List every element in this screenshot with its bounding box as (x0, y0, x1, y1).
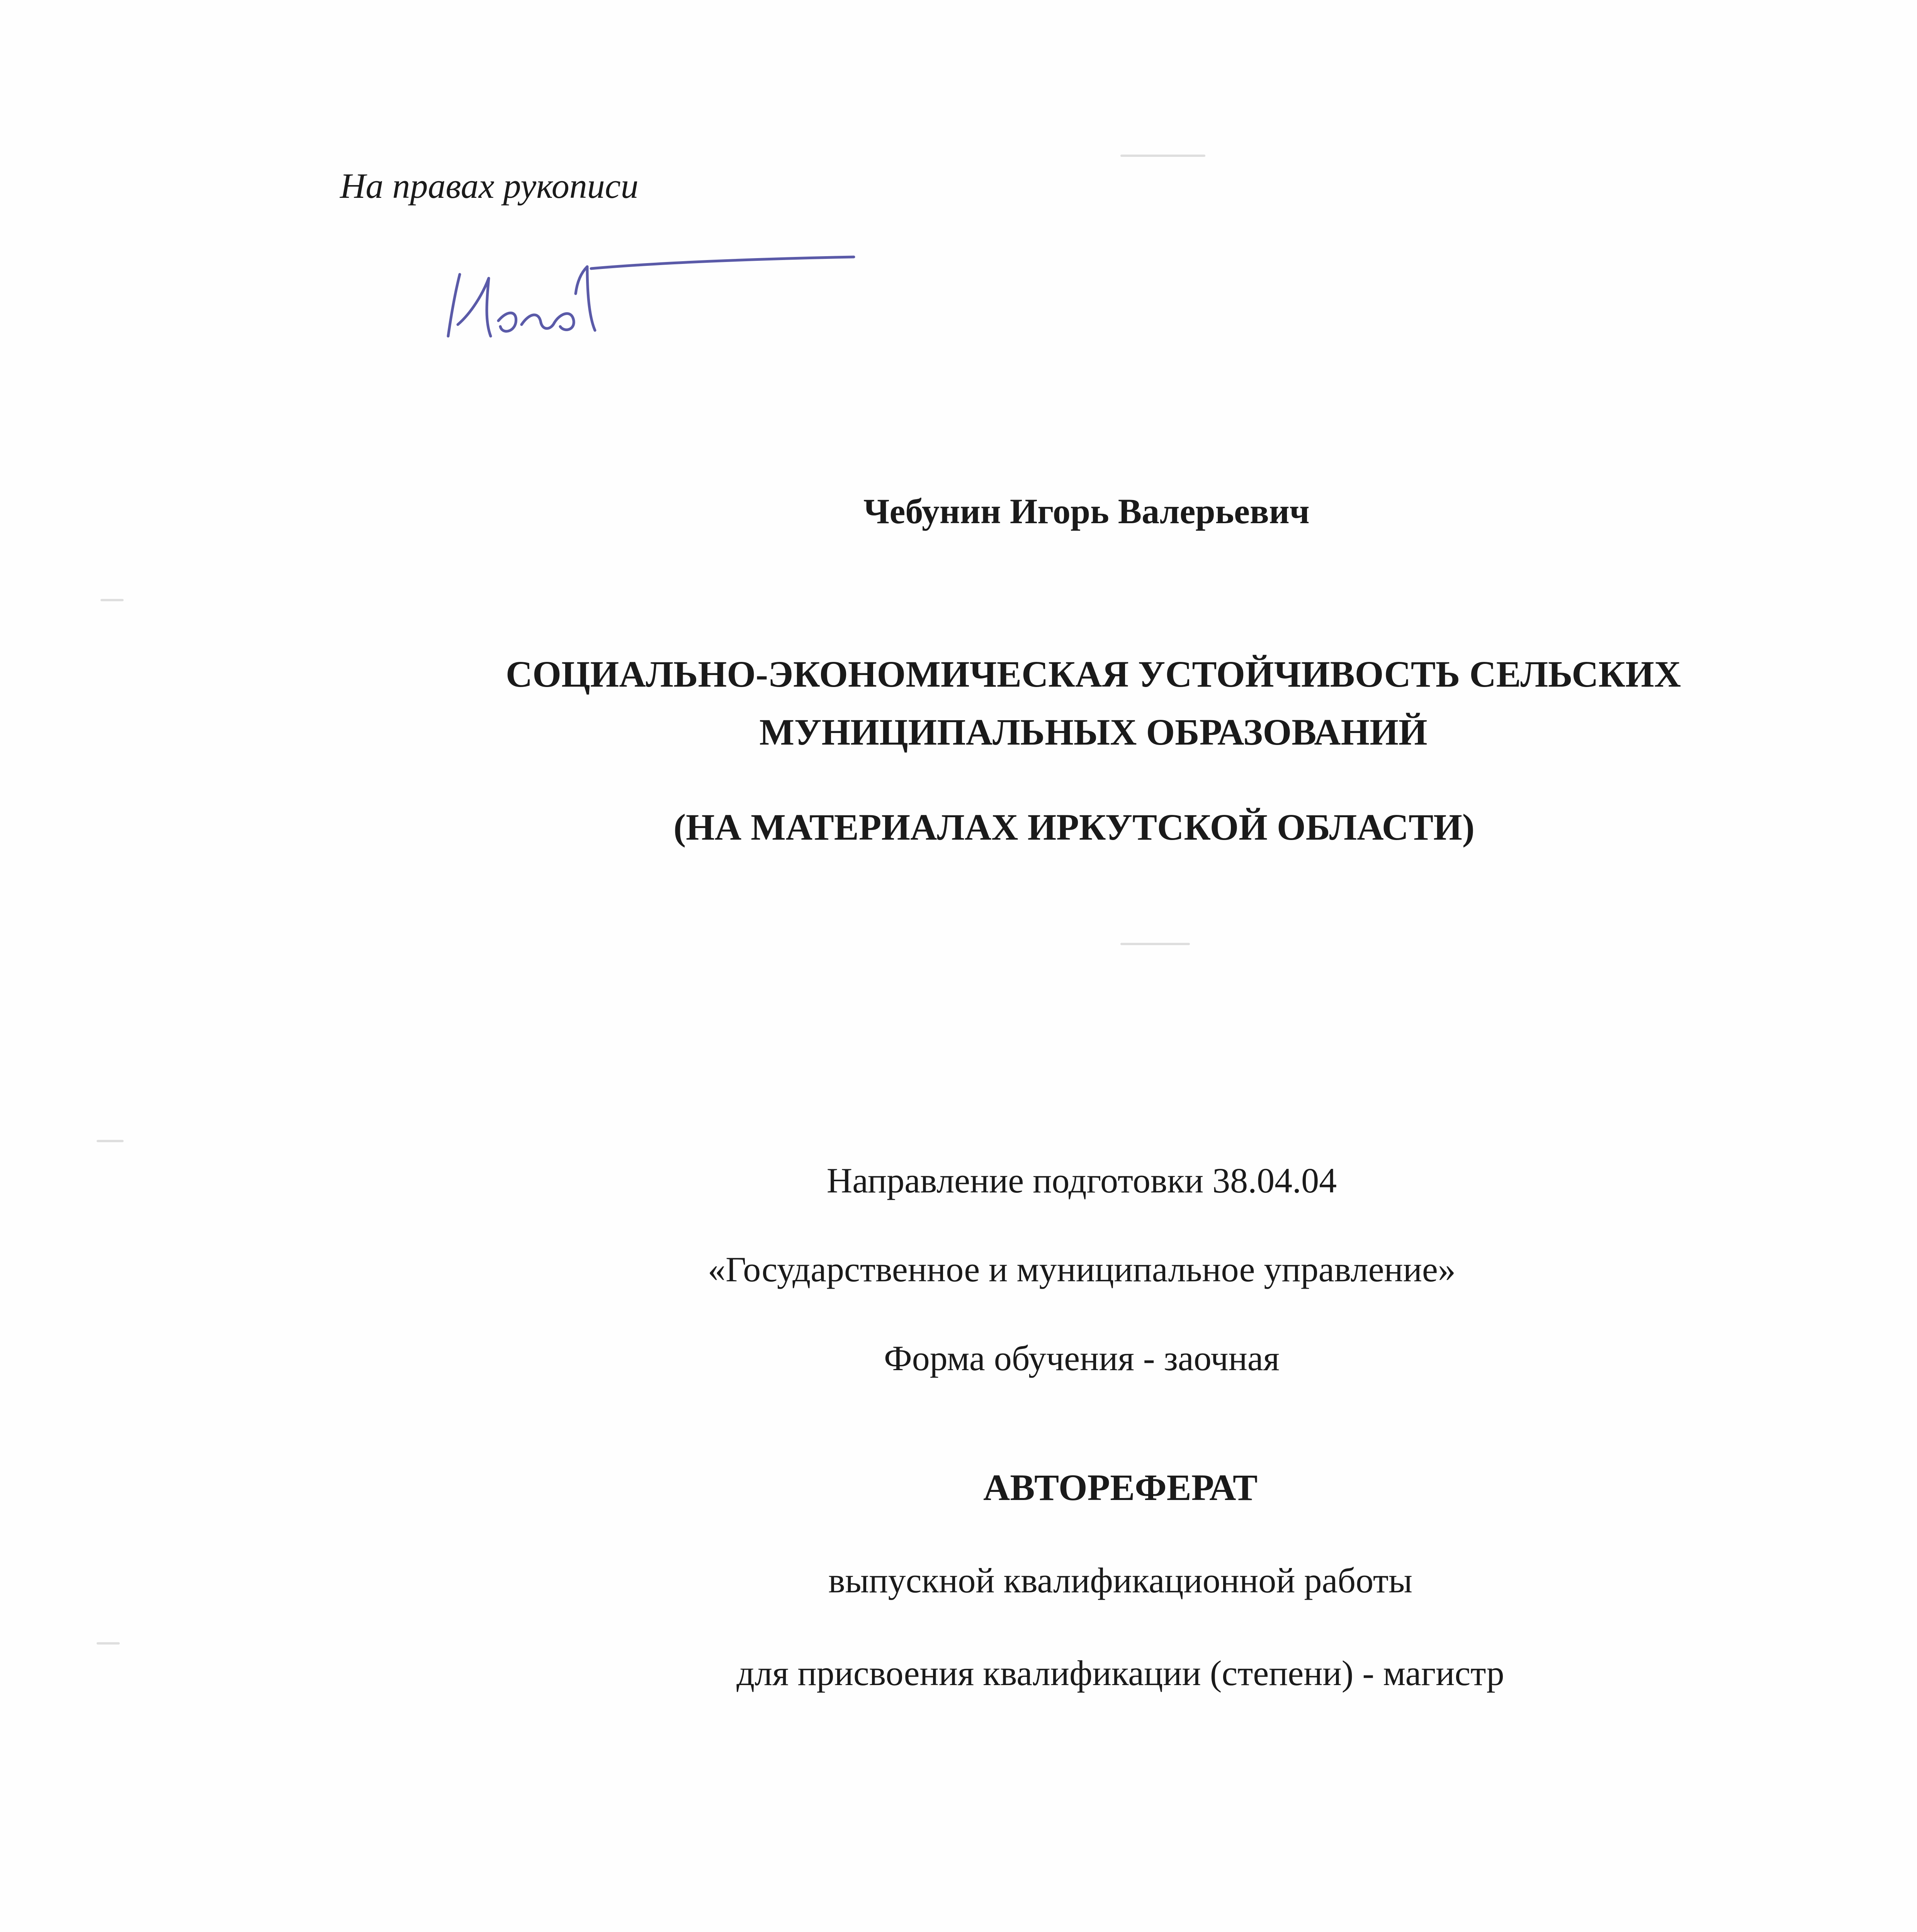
author-name: Чебунин Игорь Валерьевич (863, 492, 1310, 531)
handwritten-signature (425, 247, 889, 355)
abstract-info (541, 1441, 1700, 1719)
study-form: Форма обучения - заочная (884, 1338, 1280, 1378)
abstract-heading: АВТОРЕФЕРАТ (983, 1467, 1258, 1508)
thesis-title (379, 645, 1808, 761)
scan-artifact (97, 1642, 120, 1645)
program-info (502, 1136, 1661, 1403)
scan-artifact (1120, 155, 1205, 157)
program-direction: Направление подготовки 38.04.04 (826, 1161, 1337, 1200)
abstract-line-1: выпускной квалификационной работы (828, 1561, 1412, 1600)
manuscript-note: На правах рукописи (340, 166, 639, 206)
thesis-subtitle: (НА МАТЕРИАЛАХ ИРКУТСКОЙ ОБЛАСТИ) (673, 806, 1475, 848)
scan-artifact (1120, 943, 1190, 945)
scan-artifact (97, 1140, 124, 1142)
thesis-title-line-1: СОЦИАЛЬНО-ЭКОНОМИЧЕСКАЯ УСТОЙЧИВОСТЬ СЕЛЬСКИХ (505, 653, 1681, 695)
thesis-title-line-2: МУНИЦИПАЛЬНЫХ ОБРАЗОВАНИЙ (759, 711, 1428, 753)
scan-artifact (100, 599, 124, 601)
abstract-line-2: для присвоения квалификации (степени) - магистр (736, 1653, 1504, 1693)
program-specialty: «Государственное и муниципальное управление» (708, 1250, 1456, 1289)
